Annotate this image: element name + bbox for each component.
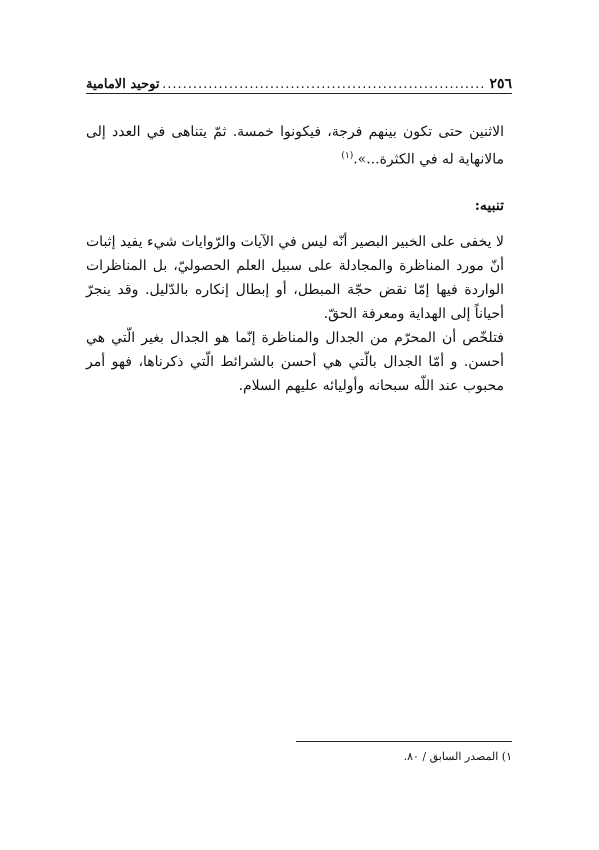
header-rule [86,93,512,94]
paragraph-2: فتلخّص أن المحرّم من الجدال والمناظرة إنّما هو الجدال بغير الّتي هي أحسن. و أمّا الجدال بالّتي هي أحسن بالشرائط الّتي ذكرناها، فهو أمر محبوب عند اللّه سبحانه وأوليائه عليهم السلام. [86,329,504,394]
header-dot-leader [163,77,485,92]
quote-continuation [86,120,504,172]
page-header [86,68,512,92]
main-text [86,120,504,398]
footnote-marker: (١) [341,151,354,161]
running-title: توحيد الامامية [86,77,160,92]
paragraph-1: لا يخفى على الخبير البصير أنّه ليس في الآيات والرّوايات شيء يفيد إثبات أنّ مورد المناظرة والمجادلة على سبيل العلم الحصوليّ، بل المناظرات الواردة فيها إمّا نقض حجّة المبطل، أو إبطال إنكاره بالدّليل. وقد ينجرّ أحياناً إلى الهداية ومعرفة الحقّ. [86,233,504,322]
page-number: ٢٥٦ [489,76,512,92]
quote-continuation-text: الاثنين حتى تكون بينهم فرجة، فيكونوا خمسة. ثمّ يتناهى في العدد إلى مالانهاية له في الكثرة...». [86,124,504,168]
footnote: ١) المصدر السابق / ٨٠. [403,750,512,763]
section-heading: تنبيه: [474,197,504,214]
footnote-rule [296,741,512,742]
